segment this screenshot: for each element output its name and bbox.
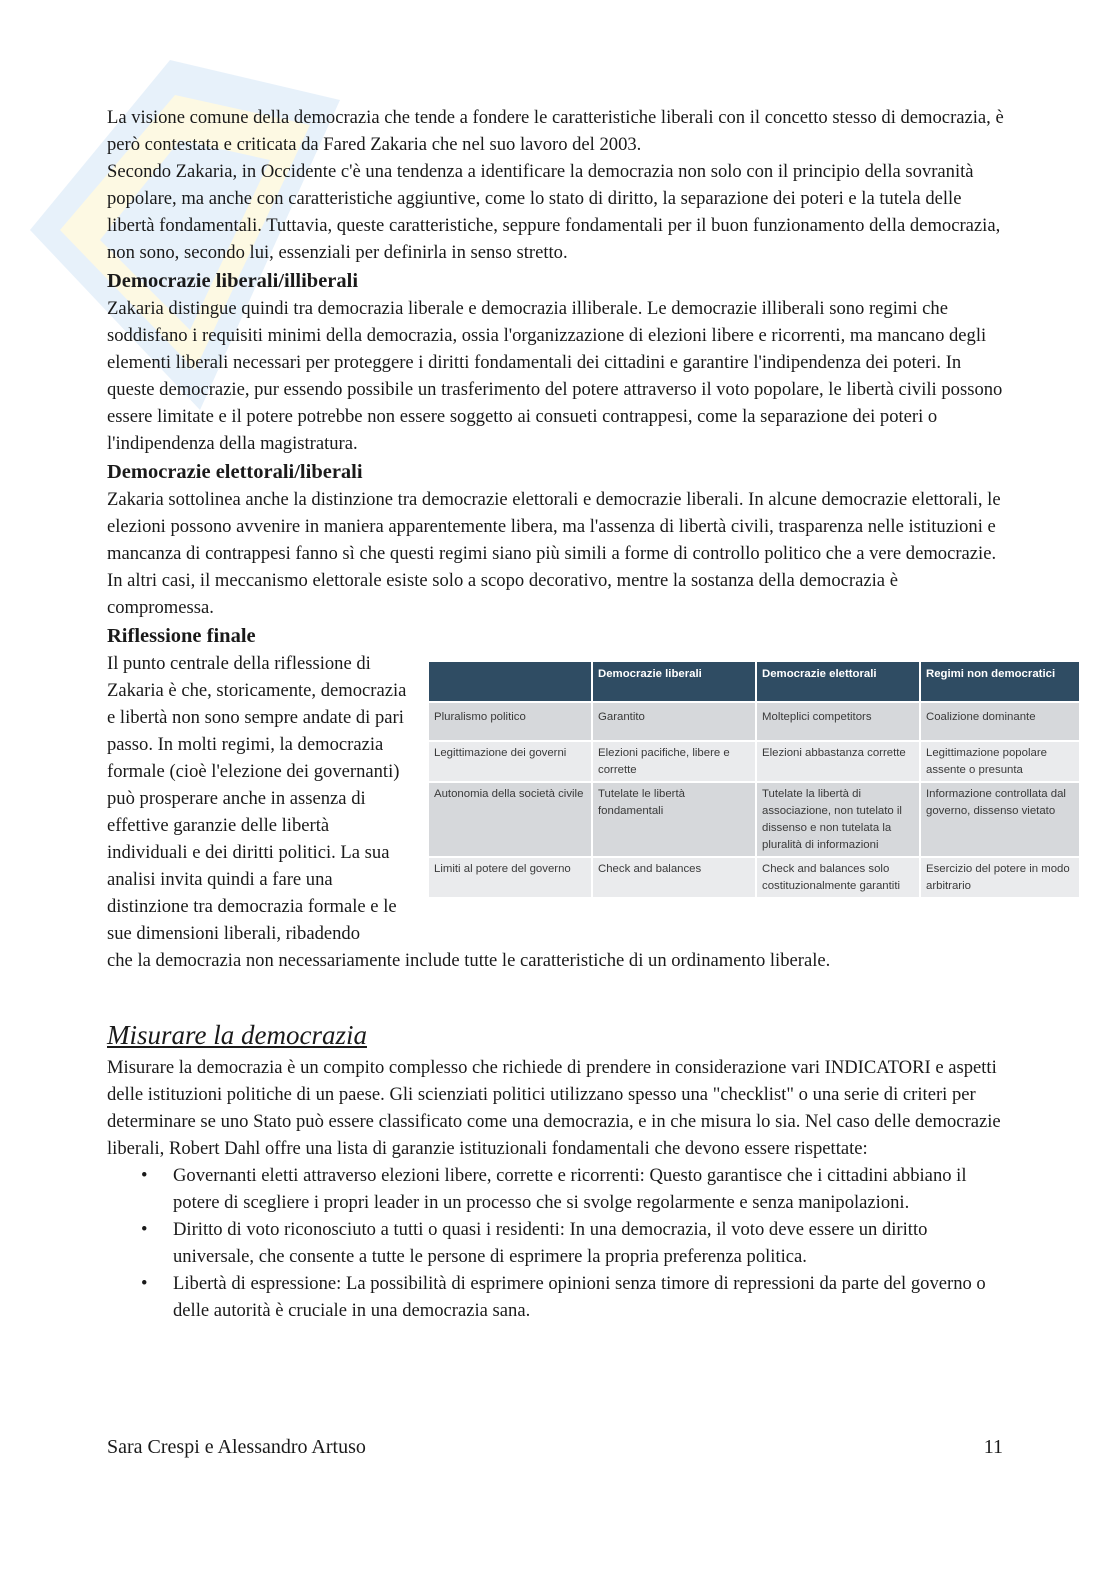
intro-paragraph-1: La visione comune della democrazia che tende a fondere le caratteristiche liberali con il concetto stesso di democrazia, è però contestata e criticata da Fared Zakaria che nel suo lavoro del 2003. bbox=[107, 107, 1004, 155]
table-cell: Coalizione dominante bbox=[920, 702, 1080, 741]
table-cell: Tutelate le libertà fondamentali bbox=[592, 782, 756, 857]
section-title-misurare: Misurare la democrazia bbox=[107, 1020, 367, 1050]
paragraph-misurare: Misurare la democrazia è un compito complesso che richiede di prendere in considerazione vari INDICATORI e aspetti delle istituzioni politiche di un paese. Gli scienziati politici utilizzano spesso una "checklist" o una serie di criteri per determinare se uno Stato può essere classificato come una democrazia, e in che misura lo sia. Nel caso delle democrazie liberali, Robert Dahl offre una lista di garanzie istituzionali fondamentali che devono essere rispettate: bbox=[107, 1057, 1001, 1159]
table-header-cell: Democrazie elettorali bbox=[756, 662, 920, 702]
table-cell: Check and balances solo costituzionalmente garantiti bbox=[756, 857, 920, 897]
table-header-row bbox=[429, 662, 1080, 702]
table-cell: Tutelate la libertà di associazione, non tutelato il dissenso e non tutelata la pluralità di informazioni bbox=[756, 782, 920, 857]
table-cell: Legittimazione dei governi bbox=[429, 741, 592, 782]
list-item: • Governanti eletti attraverso elezioni libere, corrette e ricorrenti: Questo garantisce che i cittadini abbiano il potere di scegliere i propri leader in un processo che si svolge regolarmente e senza manipolazioni. bbox=[173, 1162, 1007, 1216]
table-cell: Limiti al potere del governo bbox=[429, 857, 592, 897]
table-cell: Autonomia della società civile bbox=[429, 782, 592, 857]
list-item: • Diritto di voto riconosciuto a tutti o quasi i residenti: In una democrazia, il voto deve essere un diritto universale, che consente a tutte le persone di esprimere la propria preferenza politica. bbox=[173, 1216, 1007, 1270]
table-cell: Check and balances bbox=[592, 857, 756, 897]
paragraph-riflessione-tail: che la democrazia non necessariamente include tutte le caratteristiche di un ordinamento liberale. bbox=[107, 950, 831, 971]
page-number: 11 bbox=[983, 1436, 1003, 1458]
paragraph-riflessione: Il punto centrale della riflessione di Zakaria è che, storicamente, democrazia e libertà non sono sempre andate di pari passo. In molti regimi, la democrazia formale (cioè l'elezione dei governanti) può prosperare anche in assenza di effettive garanzie delle libertà individuali e dei diritti politici. La sua analisi invita quindi a fare una distinzione tra democrazia formale e le sue dimensioni liberali, ribadendo bbox=[107, 653, 407, 944]
footer-authors: Sara Crespi e Alessandro Artuso bbox=[107, 1436, 366, 1458]
table-cell: Informazione controllata dal governo, dissenso vietato bbox=[920, 782, 1080, 857]
guarantees-list bbox=[107, 1162, 1007, 1324]
table-row bbox=[429, 741, 1080, 782]
paragraph-elettorali-liberali: Zakaria sottolinea anche la distinzione tra democrazie elettorali e democrazie liberali. In alcune democrazie elettorali, le elezioni possono avvenire in maniera apparentemente libera, ma l'assenza di libertà civili, trasparenza nelle istituzioni e mancanza di contrappesi fanno sì che questi regimi siano più simili a forme di controllo politico che a vere democrazie. In altri casi, il meccanismo elettorale esiste solo a scopo decorativo, mentre la sostanza della democrazia è compromessa. bbox=[107, 489, 1001, 618]
table-cell: Esercizio del potere in modo arbitrario bbox=[920, 857, 1080, 897]
table-row bbox=[429, 702, 1080, 741]
list-item: • Libertà di espressione: La possibilità di esprimere opinioni senza timore di repressioni da parte del governo o delle autorità è cruciale in una democrazia sana. bbox=[173, 1270, 1007, 1324]
table-cell: Legittimazione popolare assente o presunta bbox=[920, 741, 1080, 782]
table-cell: Molteplici competitors bbox=[756, 702, 920, 741]
intro-paragraph-2: Secondo Zakaria, in Occidente c'è una tendenza a identificare la democrazia non solo con il principio della sovranità popolare, ma anche con caratteristiche aggiuntive, come lo stato di diritto, la separazione dei poteri e la tutela delle libertà fondamentali. Tuttavia, queste caratteristiche, seppure fondamentali per il buon funzionamento della democrazia, non sono, secondo lui, essenziali per definirla in senso stretto. bbox=[107, 161, 1001, 263]
heading-riflessione: Riflessione finale bbox=[107, 625, 256, 647]
heading-liberali-illiberali: Democrazie liberali/illiberali bbox=[107, 270, 359, 292]
table-header-cell: Democrazie liberali bbox=[592, 662, 756, 702]
table-cell: Elezioni abbastanza corrette bbox=[756, 741, 920, 782]
table-header-cell: Regimi non democratici bbox=[920, 662, 1080, 702]
page-footer bbox=[107, 1436, 1003, 1459]
comparison-table bbox=[429, 662, 1081, 897]
riflessione-section bbox=[107, 622, 1070, 947]
table-row bbox=[429, 782, 1080, 857]
table-cell: Elezioni pacifiche, libere e corrette bbox=[592, 741, 756, 782]
table-cell: Pluralismo politico bbox=[429, 702, 592, 741]
heading-elettorali-liberali: Democrazie elettorali/liberali bbox=[107, 461, 363, 483]
table-row bbox=[429, 857, 1080, 897]
table-cell: Garantito bbox=[592, 702, 756, 741]
table-header-cell bbox=[429, 662, 592, 702]
page-content bbox=[107, 104, 1070, 1324]
paragraph-liberali-illiberali: Zakaria distingue quindi tra democrazia liberale e democrazia illiberale. Le democrazie illiberali sono regimi che soddisfano i requisiti minimi della democrazia, ossia l'organizzazione di elezioni libere e ricorrenti, ma mancano degli elementi liberali necessari per proteggere i diritti fondamentali dei cittadini e garantire l'indipendenza dei poteri. In queste democrazie, pur essendo possibile un trasferimento del potere attraverso il voto popolare, le libertà civili possono essere limitate e il potere potrebbe non essere soggetto ai consueti contrappesi, come la separazione dei poteri o l'indipendenza della magistratura. bbox=[107, 298, 1003, 454]
